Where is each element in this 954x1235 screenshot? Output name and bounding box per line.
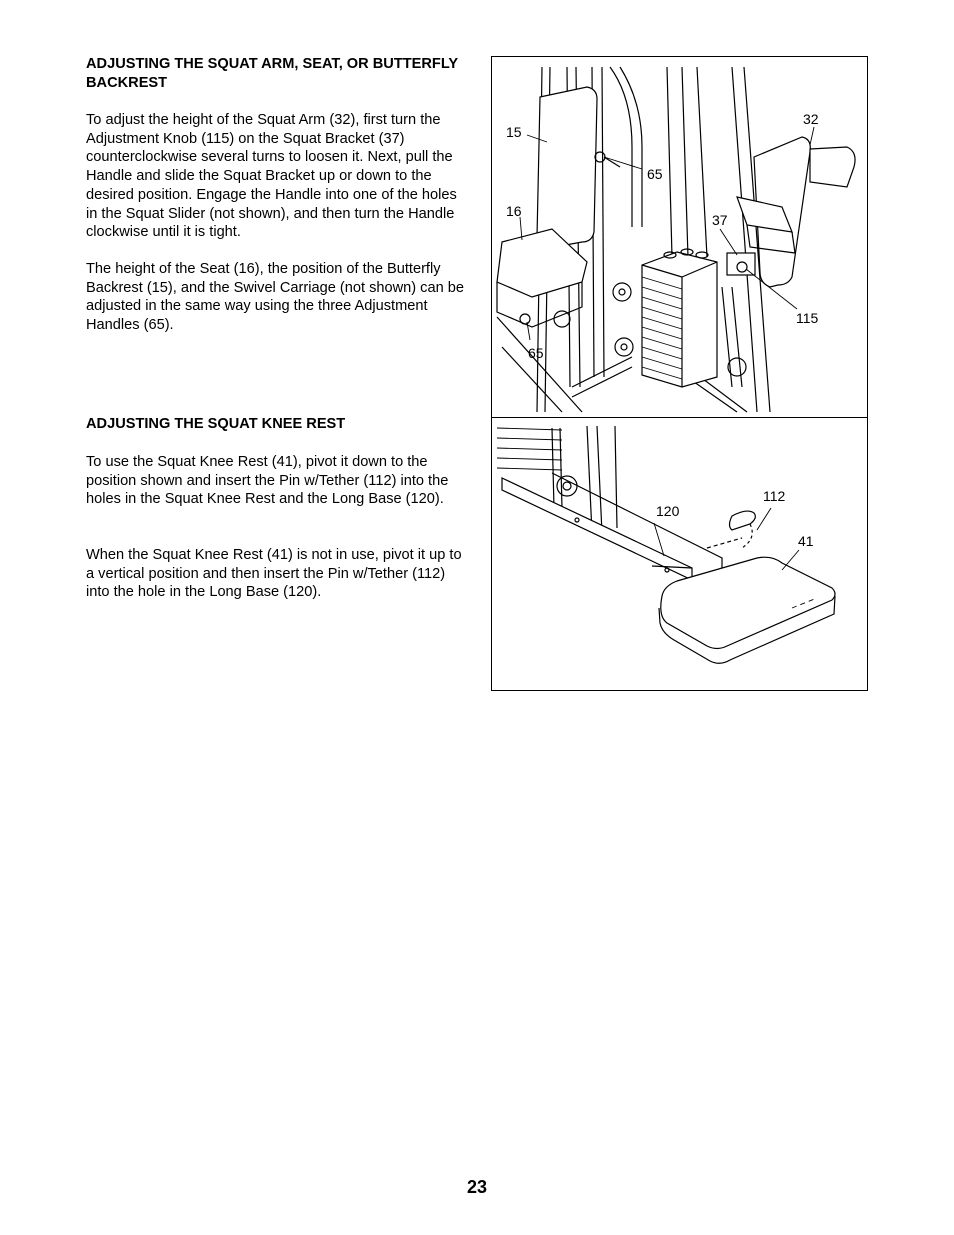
page-number: 23	[466, 1177, 488, 1197]
callout-adjustment-handle-upper: 65	[647, 166, 663, 182]
callout-knee-rest: 41	[798, 533, 814, 549]
paragraph-seat-backrest-adjust: The height of the Seat (16), the position of the Butterfly Backrest (15), and the Swivel Carriage (not shown) can be adjusted in the same way using the three Adjustment Handles (65).	[86, 261, 464, 334]
callout-long-base: 120	[656, 503, 680, 519]
paragraph-squat-arm-adjust: To adjust the height of the Squat Arm (32), first turn the Adjustment Knob (115) on the Squat Bracket (37) counterclockwise several turns to loosen it. Next, pull the Handle and slide the Squat Bracket up or down to the desired position. Engage the Handle into one of the holes in the Squat Slider (not shown), and then turn the Handle clockwise until it is tight.	[86, 112, 457, 241]
callout-seat: 16	[506, 203, 522, 219]
section-title-squat-arm: ADJUSTING THE SQUAT ARM, SEAT, OR BUTTERFLY BACKREST	[86, 56, 458, 91]
paragraph-knee-rest-use: To use the Squat Knee Rest (41), pivot it down to the position shown and insert the Pin w/Tether (112) into the holes in the Squat Knee Rest and the Long Base (120).	[86, 454, 449, 508]
figure-knee-rest-assembly	[491, 417, 868, 691]
callout-squat-bracket: 37	[712, 212, 728, 228]
callout-adjustment-handle-lower: 65	[528, 345, 544, 361]
knee-rest-illustration	[492, 418, 868, 691]
callout-backrest: 15	[506, 124, 522, 140]
section-title-knee-rest: ADJUSTING THE SQUAT KNEE REST	[86, 416, 346, 432]
callout-adjustment-knob: 115	[796, 310, 819, 326]
callout-pin-tether: 112	[763, 488, 786, 504]
callout-squat-arm: 32	[803, 111, 819, 127]
figure-squat-arm-assembly	[491, 56, 868, 419]
paragraph-knee-rest-stow: When the Squat Knee Rest (41) is not in use, pivot it up to a vertical position and then insert the Pin w/Tether (112) into the hole in the Long Base (120).	[86, 547, 462, 601]
